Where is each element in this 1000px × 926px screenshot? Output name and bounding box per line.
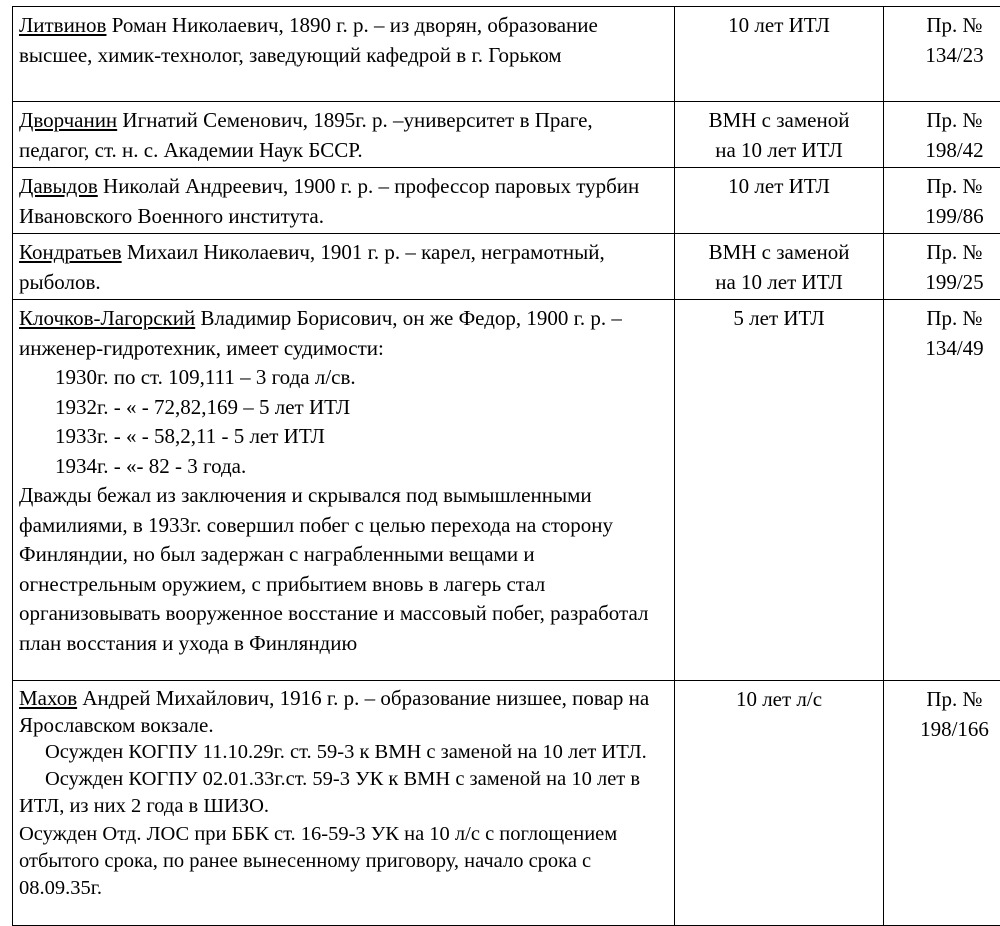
protocol-number: 134/49 bbox=[890, 334, 1000, 364]
protocol-number: 199/25 bbox=[890, 268, 1000, 298]
sentence-text: 10 лет л/с bbox=[681, 685, 877, 715]
sentence-cell bbox=[675, 681, 884, 926]
protocol-number: 134/23 bbox=[890, 41, 1000, 71]
conviction-paragraph: Осужден КОГПУ 11.10.29г. ст. 59-3 к ВМН с заменой на 10 лет ИТЛ. bbox=[19, 739, 668, 766]
sentence-cell bbox=[675, 102, 884, 168]
person-description bbox=[13, 300, 675, 681]
conviction-item: 1930г. по ст. 109,111 – 3 года л/св. bbox=[19, 363, 668, 393]
table-row bbox=[13, 168, 1000, 234]
protocol-number: 198/166 bbox=[890, 715, 1000, 745]
sentence-text: 5 лет ИТЛ bbox=[681, 304, 877, 334]
sentence-cell bbox=[675, 300, 884, 681]
protocol-ref-cell bbox=[884, 168, 1000, 234]
protocol-ref-cell bbox=[884, 300, 1000, 681]
sentences-table bbox=[12, 6, 1000, 926]
person-surname: Давыдов bbox=[19, 174, 98, 198]
person-surname: Дворчанин bbox=[19, 108, 117, 132]
conviction-paragraph: Осужден Отд. ЛОС при ББК ст. 16-59-3 УК на 10 л/с с поглощением отбытого срока, по ранее вынесенному приговору, начало срока с 08.09.35г. bbox=[19, 821, 668, 903]
table-row bbox=[13, 300, 1000, 681]
protocol-label: Пр. № bbox=[890, 106, 1000, 136]
sentence-text: 10 лет ИТЛ bbox=[681, 11, 877, 41]
conviction-item: 1933г. - « - 58,2,11 - 5 лет ИТЛ bbox=[19, 422, 668, 452]
person-details: Андрей Михайлович, 1916 г. р. – образование низшее, повар на Ярославском вокзале. bbox=[19, 686, 649, 737]
table-row bbox=[13, 102, 1000, 168]
sentence-text-line2: на 10 лет ИТЛ bbox=[681, 136, 877, 166]
person-description bbox=[13, 234, 675, 300]
sentence-cell bbox=[675, 234, 884, 300]
case-details: Дважды бежал из заключения и скрывался под вымышленными фамилиями, в 1933г. совершил побег с целью перехода на сторону Финляндии, но был задержан с награбленными вещами и огнестрельным оружием, с прибытием вновь в лагерь стал организовывать вооруженное восстание и массовый побег, разработал план восстания и ухода в Финляндию bbox=[19, 481, 668, 658]
conviction-item: 1932г. - « - 72,82,169 – 5 лет ИТЛ bbox=[19, 393, 668, 423]
protocol-label: Пр. № bbox=[890, 304, 1000, 334]
person-details: Владимир Борисович, он же Федор, 1900 г. р. – инженер-гидротехник, имеет судимости: bbox=[19, 306, 622, 360]
table-row bbox=[13, 7, 1000, 102]
person-description bbox=[13, 168, 675, 234]
table-row bbox=[13, 681, 1000, 926]
person-details: Игнатий Семенович, 1895г. р. –университет в Праге, педагог, ст. н. с. Академии Наук БССР. bbox=[19, 108, 593, 162]
conviction-item: 1934г. - «- 82 - 3 года. bbox=[19, 452, 668, 482]
person-description bbox=[13, 7, 675, 102]
protocol-ref-cell bbox=[884, 681, 1000, 926]
person-description bbox=[13, 681, 675, 926]
person-surname: Махов bbox=[19, 686, 77, 710]
protocol-label: Пр. № bbox=[890, 172, 1000, 202]
protocol-number: 199/86 bbox=[890, 202, 1000, 232]
person-surname: Литвинов bbox=[19, 13, 106, 37]
conviction-paragraph: Осужден КОГПУ 02.01.33г.ст. 59-3 УК к ВМН с заменой на 10 лет в ИТЛ, из них 2 года в ШИЗО. bbox=[19, 766, 668, 820]
sentence-text-line1: ВМН с заменой bbox=[681, 106, 877, 136]
protocol-ref-cell bbox=[884, 234, 1000, 300]
sentence-text: 10 лет ИТЛ bbox=[681, 172, 877, 202]
sentence-text-line2: на 10 лет ИТЛ bbox=[681, 268, 877, 298]
protocol-ref-cell bbox=[884, 102, 1000, 168]
sentence-cell bbox=[675, 7, 884, 102]
sentence-text-line1: ВМН с заменой bbox=[681, 238, 877, 268]
person-surname: Кондратьев bbox=[19, 240, 122, 264]
protocol-number: 198/42 bbox=[890, 136, 1000, 166]
protocol-label: Пр. № bbox=[890, 685, 1000, 715]
person-details: Михаил Николаевич, 1901 г. р. – карел, неграмотный, рыболов. bbox=[19, 240, 605, 294]
person-intro bbox=[19, 686, 649, 737]
person-details: Николай Андреевич, 1900 г. р. – профессор паровых турбин Ивановского Военного института. bbox=[19, 174, 639, 228]
person-description bbox=[13, 102, 675, 168]
table-row bbox=[13, 234, 1000, 300]
person-surname: Клочков-Лагорский bbox=[19, 306, 195, 330]
sentence-cell bbox=[675, 168, 884, 234]
person-details: Роман Николаевич, 1890 г. р. – из дворян, образование высшее, химик-технолог, заведующий кафедрой в г. Горьком bbox=[19, 13, 598, 67]
protocol-ref-cell bbox=[884, 7, 1000, 102]
protocol-label: Пр. № bbox=[890, 238, 1000, 268]
protocol-label: Пр. № bbox=[890, 11, 1000, 41]
